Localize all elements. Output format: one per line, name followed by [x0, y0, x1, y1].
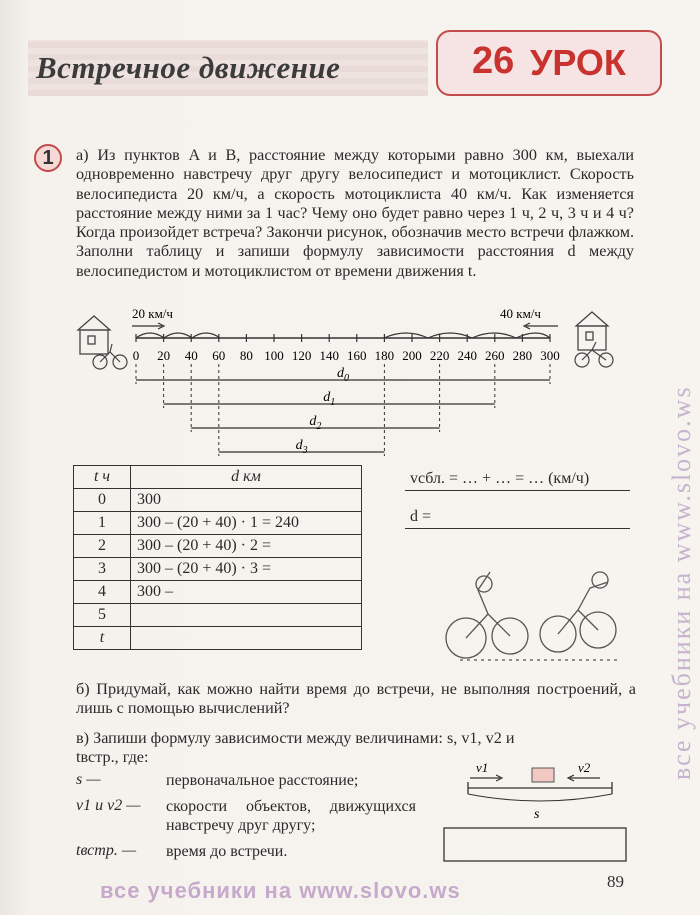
tick-label: 140	[319, 348, 339, 363]
answer-box[interactable]	[444, 828, 626, 861]
tick-label: 260	[485, 348, 505, 363]
cell-d[interactable]: 300 –	[131, 581, 362, 604]
distance-lines	[136, 364, 550, 456]
part-c-line2: tвстр., где:	[76, 748, 149, 766]
tick-label: 160	[347, 348, 367, 363]
cell-d[interactable]: 300 – (20 + 40) · 3 =	[131, 558, 362, 581]
house-left-icon	[78, 316, 110, 354]
tick-label: 0	[132, 348, 140, 363]
side-watermark	[668, 120, 698, 780]
distance-label: $d_2$	[309, 414, 322, 432]
cell-t: 4	[74, 581, 131, 604]
def-term-v: v1 и v2 —	[76, 797, 141, 814]
distance-label: $d_3$	[295, 438, 308, 456]
def-desc-s: первоначальное расстояние;	[166, 772, 359, 789]
tick-label: 40	[184, 348, 198, 363]
tick-label: 220	[429, 348, 450, 363]
cell-d[interactable]: 300	[131, 489, 362, 512]
formula-rule-1	[405, 490, 630, 491]
table-row	[74, 489, 362, 512]
table-row	[74, 604, 362, 627]
distance-label: $d_1$	[323, 390, 336, 408]
speed-left-label: 20 км/ч	[132, 306, 173, 321]
cell-t: 3	[74, 558, 131, 581]
page-number: 89	[607, 872, 624, 891]
table-row	[74, 558, 362, 581]
sketch-v2-label: v2	[578, 760, 591, 775]
relative-speed-formula: vсбл. = … + … = … (км/ч)	[410, 470, 590, 487]
tick-label: 180	[374, 348, 395, 363]
def-term-s: s —	[76, 771, 101, 788]
distance-label: $d_0$	[337, 366, 349, 384]
cell-t: 1	[74, 512, 131, 535]
part-b: б) Придумай, как можно найти время до встречи, не выполняя построений, а лишь с помощью вычислений?	[76, 680, 636, 718]
lesson-title: Встречное движение	[36, 50, 341, 85]
task-intro: а) Из пунктов A и B, расстояние между которыми равно 300 км, выехали одновременно навстречу друг другу велосипедист и мотоциклист. Скорость велосипедиста 20 км/ч, а скорость мотоциклиста 40 км/ч. Как изменяется расстояние между ними за 1 час? Чему оно будет равно через 1 ч, 2 ч, 3 ч и 4 ч? Когда произойдет встреча? Закончи рисунок, обозначив место встречи флажком. Заполни таблицу и запиши формулу зависимости расстояния d между велосипедистом и мотоциклистом от времени движения t.	[76, 146, 634, 280]
cell-d[interactable]: 300 – (20 + 40) · 1 = 240	[131, 512, 362, 535]
motorcyclist-right-icon	[575, 342, 613, 367]
cyclist-left-icon	[93, 344, 127, 369]
cell-d[interactable]: 300 – (20 + 40) · 2 =	[131, 535, 362, 558]
lesson-badge	[436, 30, 662, 96]
header-d: d км	[131, 466, 362, 489]
tick-label: 100	[264, 348, 284, 363]
def-term-t: tвстр. —	[76, 842, 137, 859]
side-watermark-text: все учебники на www.slovo.ws	[667, 385, 696, 780]
tick-label: 60	[212, 348, 226, 363]
tick-label: 200	[402, 348, 422, 363]
cell-d[interactable]	[131, 604, 362, 627]
number-line-diagram	[70, 298, 640, 456]
table-row	[74, 535, 362, 558]
cell-t: t	[74, 627, 131, 650]
tick-label: 80	[239, 348, 253, 363]
cell-t: 2	[74, 535, 131, 558]
tick-label: 20	[157, 348, 171, 363]
header-t: t ч	[74, 466, 131, 489]
table-row	[74, 581, 362, 604]
table-header-row	[74, 466, 362, 489]
table-row	[74, 627, 362, 650]
sketch-s-label: s	[534, 807, 540, 822]
part-c-line1: в) Запиши формулу зависимости между величинами: s, v1, v2 и	[76, 729, 515, 747]
house-right-icon	[576, 312, 608, 350]
speed-right-label: 40 км/ч	[500, 306, 541, 321]
cell-d[interactable]	[131, 627, 362, 650]
footer-watermark: все учебники на www.slovo.ws	[100, 878, 461, 903]
table-row	[74, 512, 362, 535]
d-formula-rule[interactable]	[405, 528, 630, 529]
cell-t: 5	[74, 604, 131, 627]
tick-label: 120	[291, 348, 312, 363]
meeting-sketch	[440, 760, 630, 865]
tick-label: 240	[457, 348, 477, 363]
sketch-v1-label: v1	[476, 760, 489, 775]
collision-illustration	[440, 560, 630, 665]
lesson-word: УРОК	[530, 42, 626, 83]
task-number-badge: 1	[34, 144, 62, 172]
lesson-number: 26	[472, 40, 515, 82]
tick-label: 280	[512, 348, 533, 363]
def-desc-t: время до встречи.	[166, 843, 288, 860]
tick-label: 300	[540, 348, 560, 363]
distance-table	[73, 465, 362, 650]
def-desc-v: скорости объектов, движущихся навстречу друг другу;	[166, 798, 416, 835]
cell-t: 0	[74, 489, 131, 512]
d-formula-label: d =	[410, 508, 432, 525]
